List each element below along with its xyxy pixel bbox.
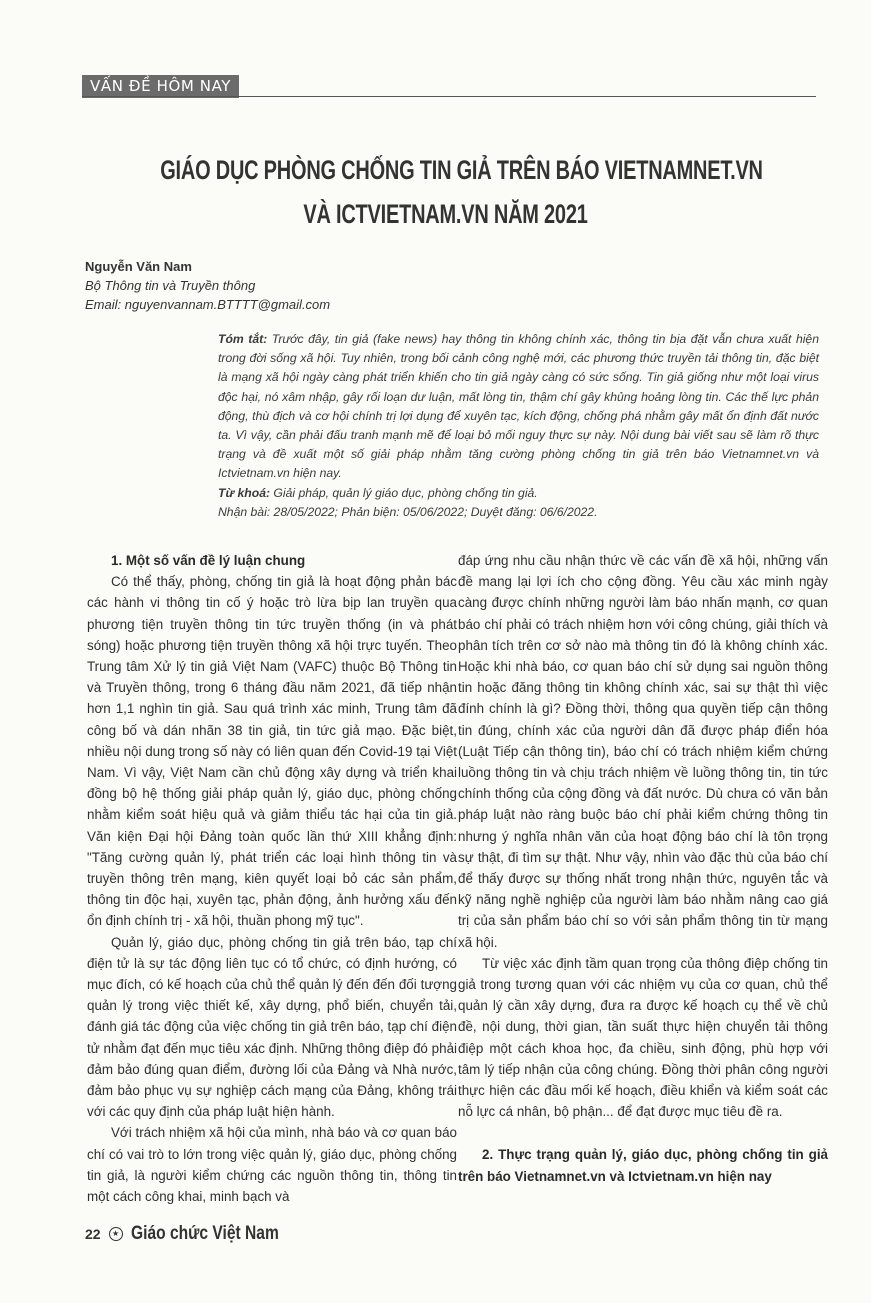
keywords bbox=[218, 484, 819, 503]
title-line-1: GIÁO DỤC PHÒNG CHỐNG TIN GIẢ TRÊN BÁO VIETNAMNET.VN bbox=[160, 155, 763, 185]
abstract-paragraph bbox=[218, 330, 819, 484]
author-name: Nguyễn Văn Nam bbox=[85, 259, 192, 274]
section-2-heading: 2. Thực trạng quản lý, giáo dục, phòng chống tin giả trên báo Vietnamnet.vn và Ictvietnam.vn hiện nay bbox=[458, 1147, 828, 1184]
right-column bbox=[458, 550, 828, 1187]
page-footer bbox=[85, 1222, 311, 1246]
star-icon: ★ bbox=[109, 1227, 123, 1241]
abstract-text: Trước đây, tin giả (fake news) hay thông tin không chính xác, thông tin bịa đặt vẫn chưa xuất hiện trong đời sống xã hội. Tuy nhiên, trong bối cảnh công nghệ mới, các phương thức truyền tải thông tin, đặc biệt là mạng xã hội ngày càng phát triển khiến cho tin giả ngày càng có sức sống. Tin giả giống như một loại virus độc hại, nó xâm nhập, gây rối loạn dư luận, mất lòng tin, thậm chí gây khủng hoảng lòng tin. Các thế lực phản động, thù địch và cơ hội chính trị lợi dụng để xuyên tạc, kích động, chống phá nhằm gây mất ổn định đất nước ta. Vì vậy, cần phải đấu tranh mạnh mẽ để loại bỏ mối nguy thực sự này. Nội dung bài viết sau sẽ làm rõ thực trạng và đề xuất một số giải pháp nhằm tăng cường phòng chống tin giả trên báo Vietnamnet.vn và Ictvietnam.vn hiện nay. bbox=[218, 332, 819, 481]
abstract bbox=[218, 330, 819, 522]
author-email: Email: nguyenvannam.BTTTT@gmail.com bbox=[85, 297, 331, 312]
title-line-2: VÀ ICTVIETNAM.VN NĂM 2021 bbox=[303, 199, 588, 229]
section-label: VẤN ĐỀ HÔM NAY bbox=[82, 75, 239, 98]
author-block bbox=[85, 257, 330, 314]
magazine-name: Giáo chức Việt Nam bbox=[130, 1223, 279, 1244]
abstract-label: Tóm tắt: bbox=[218, 332, 268, 346]
section-1-heading: 1. Một số vấn đề lý luận chung bbox=[111, 553, 306, 568]
page-number: 22 bbox=[85, 1226, 101, 1242]
keywords-label: Từ khoá: bbox=[218, 485, 271, 500]
paragraph: Từ việc xác định tầm quan trọng của thông điệp chống tin giả trong tương quan với các nhiệm vụ của cơ quan, chủ thể quản lý cần xây dựng, đưa ra được kế hoạch cụ thể về chủ đề, nội dung, thời gian, tần suất thực hiện chuyển tải thông điệp một cách khoa học, đa chiều, sinh động, phù hợp với tâm lý tiếp nhận của công chúng. Đồng thời phân công người thực hiện các đầu mối kế hoạch, điều khiển và kiểm soát các nỗ lực cá nhân, bộ phận... để đạt được mục tiêu đề ra. bbox=[458, 955, 828, 1120]
article-dates: Nhận bài: 28/05/2022; Phản biện: 05/06/2022; Duyệt đăng: 06/6/2022. bbox=[218, 504, 598, 519]
left-column bbox=[87, 550, 457, 1207]
paragraph: Có thể thấy, phòng, chống tin giả là hoạt động phản bác các hành vi thông tin cố ý hoặc trò lừa bịp lan truyền qua phương tiện truyền thông tin tức truyền thống (in và phát sóng) hoặc phương tiện truyền thông xã hội trực tuyến. Theo Trung tâm Xử lý tin giả Việt Nam (VAFC) thuộc Bộ Thông tin và Truyền thông, trong 6 tháng đầu năm 2021, đã tiếp nhận hơn 1,1 nghìn tin giả. Sau quá trình xác minh, Trung tâm đã công bố và dán nhãn 38 tin giả, tin tức giả mạo. Đặc biệt, nhiều nội dung trong số này có liên quan đến Covid-19 tại Việt Nam. Vì vậy, Việt Nam cần chủ động xây dựng và triển khai đồng bộ hệ thống giải pháp quản lý, giáo dục, phòng chống nhằm kiểm soát hiệu quả và giảm thiểu tác hại của tin giả. Văn kiện Đại hội Đảng toàn quốc lần thứ XIII khẳng định: "Tăng cường quản lý, phát triển các loại hình thông tin và truyền thông trên mạng, kiên quyết loại bỏ các sản phẩm, thông tin độc hại, xuyên tạc, phản động, ảnh hưởng xấu đến ổn định chính trị - xã hội, thuần phong mỹ tục". bbox=[87, 574, 457, 929]
paragraph: đáp ứng nhu cầu nhận thức về các vấn đề xã hội, những vấn đề mang lại lợi ích cho cộng đồng. Yêu cầu xác minh ngày càng được chính những người làm báo nhấn mạnh, cơ quan báo chí phải có trách nhiệm hơn với công chúng, giải thích và phân tích trên cơ sở nào mà thông tin đó là không chính xác. Hoặc khi nhà báo, cơ quan báo chí sử dụng sai nguồn thông tin hoặc đăng thông tin không chính xác, sai sự thật thì việc đính chính là gì? Đồng thời, thông qua quyền tiếp cận thông tin đúng, chính xác của người dân đã được pháp điển hóa (Luật Tiếp cận thông tin), báo chí có trách nhiệm kiểm chứng luồng thông tin và chịu trách nhiệm về luồng thông tin, tin tức chính thống của cộng đồng và đất nước. Dù chưa có văn bản pháp luật nào ràng buộc báo chí phải kiểm chứng thông tin nhưng ý nghĩa nhân văn của hoạt động báo chí là tôn trọng sự thật, đi tìm sự thật. Như vậy, nhìn vào đặc thù của báo chí để thấy được sự thống nhất trong nhận thức, nguyên tắc và kỹ năng nghề nghiệp của người làm báo nhằm nâng cao giá trị của sản phẩm báo chí so với sản phẩm thông tin từ mạng xã hội. bbox=[458, 553, 828, 950]
paragraph: Với trách nhiệm xã hội của mình, nhà báo và cơ quan báo chí có vai trò to lớn trong việc quản lý, giáo dục, phòng chống tin giả, là người kiểm chứng các nguồn thông tin, thông tin một cách công khai, minh bạch và bbox=[87, 1125, 457, 1205]
header-rule bbox=[82, 96, 816, 97]
paragraph: Quản lý, giáo dục, phòng chống tin giả trên báo, tạp chí điện tử là sự tác động liên tục có tổ chức, có định hướng, có mục đích, có kế hoạch của chủ thể quản lý đến đến đối tượng quản lý trong việc thiết kế, xây dựng, phổ biến, chuyển tải, đánh giá tác động của việc chống tin giả trên báo, tạp chí điện tử nhằm đạt đến mục tiêu xác định. Những thông điệp đó phải đảm bảo đúng quan điểm, đường lối của Đảng và Nhà nước, đảm bảo phục vụ sự nghiệp cách mạng của Đảng, không trái với các quy định của pháp luật hiện hành. bbox=[87, 934, 457, 1120]
author-affiliation: Bộ Thông tin và Truyền thông bbox=[85, 278, 256, 293]
keywords-text: Giải pháp, quản lý giáo dục, phòng chống tin giả. bbox=[270, 485, 538, 500]
article-title bbox=[160, 148, 763, 236]
